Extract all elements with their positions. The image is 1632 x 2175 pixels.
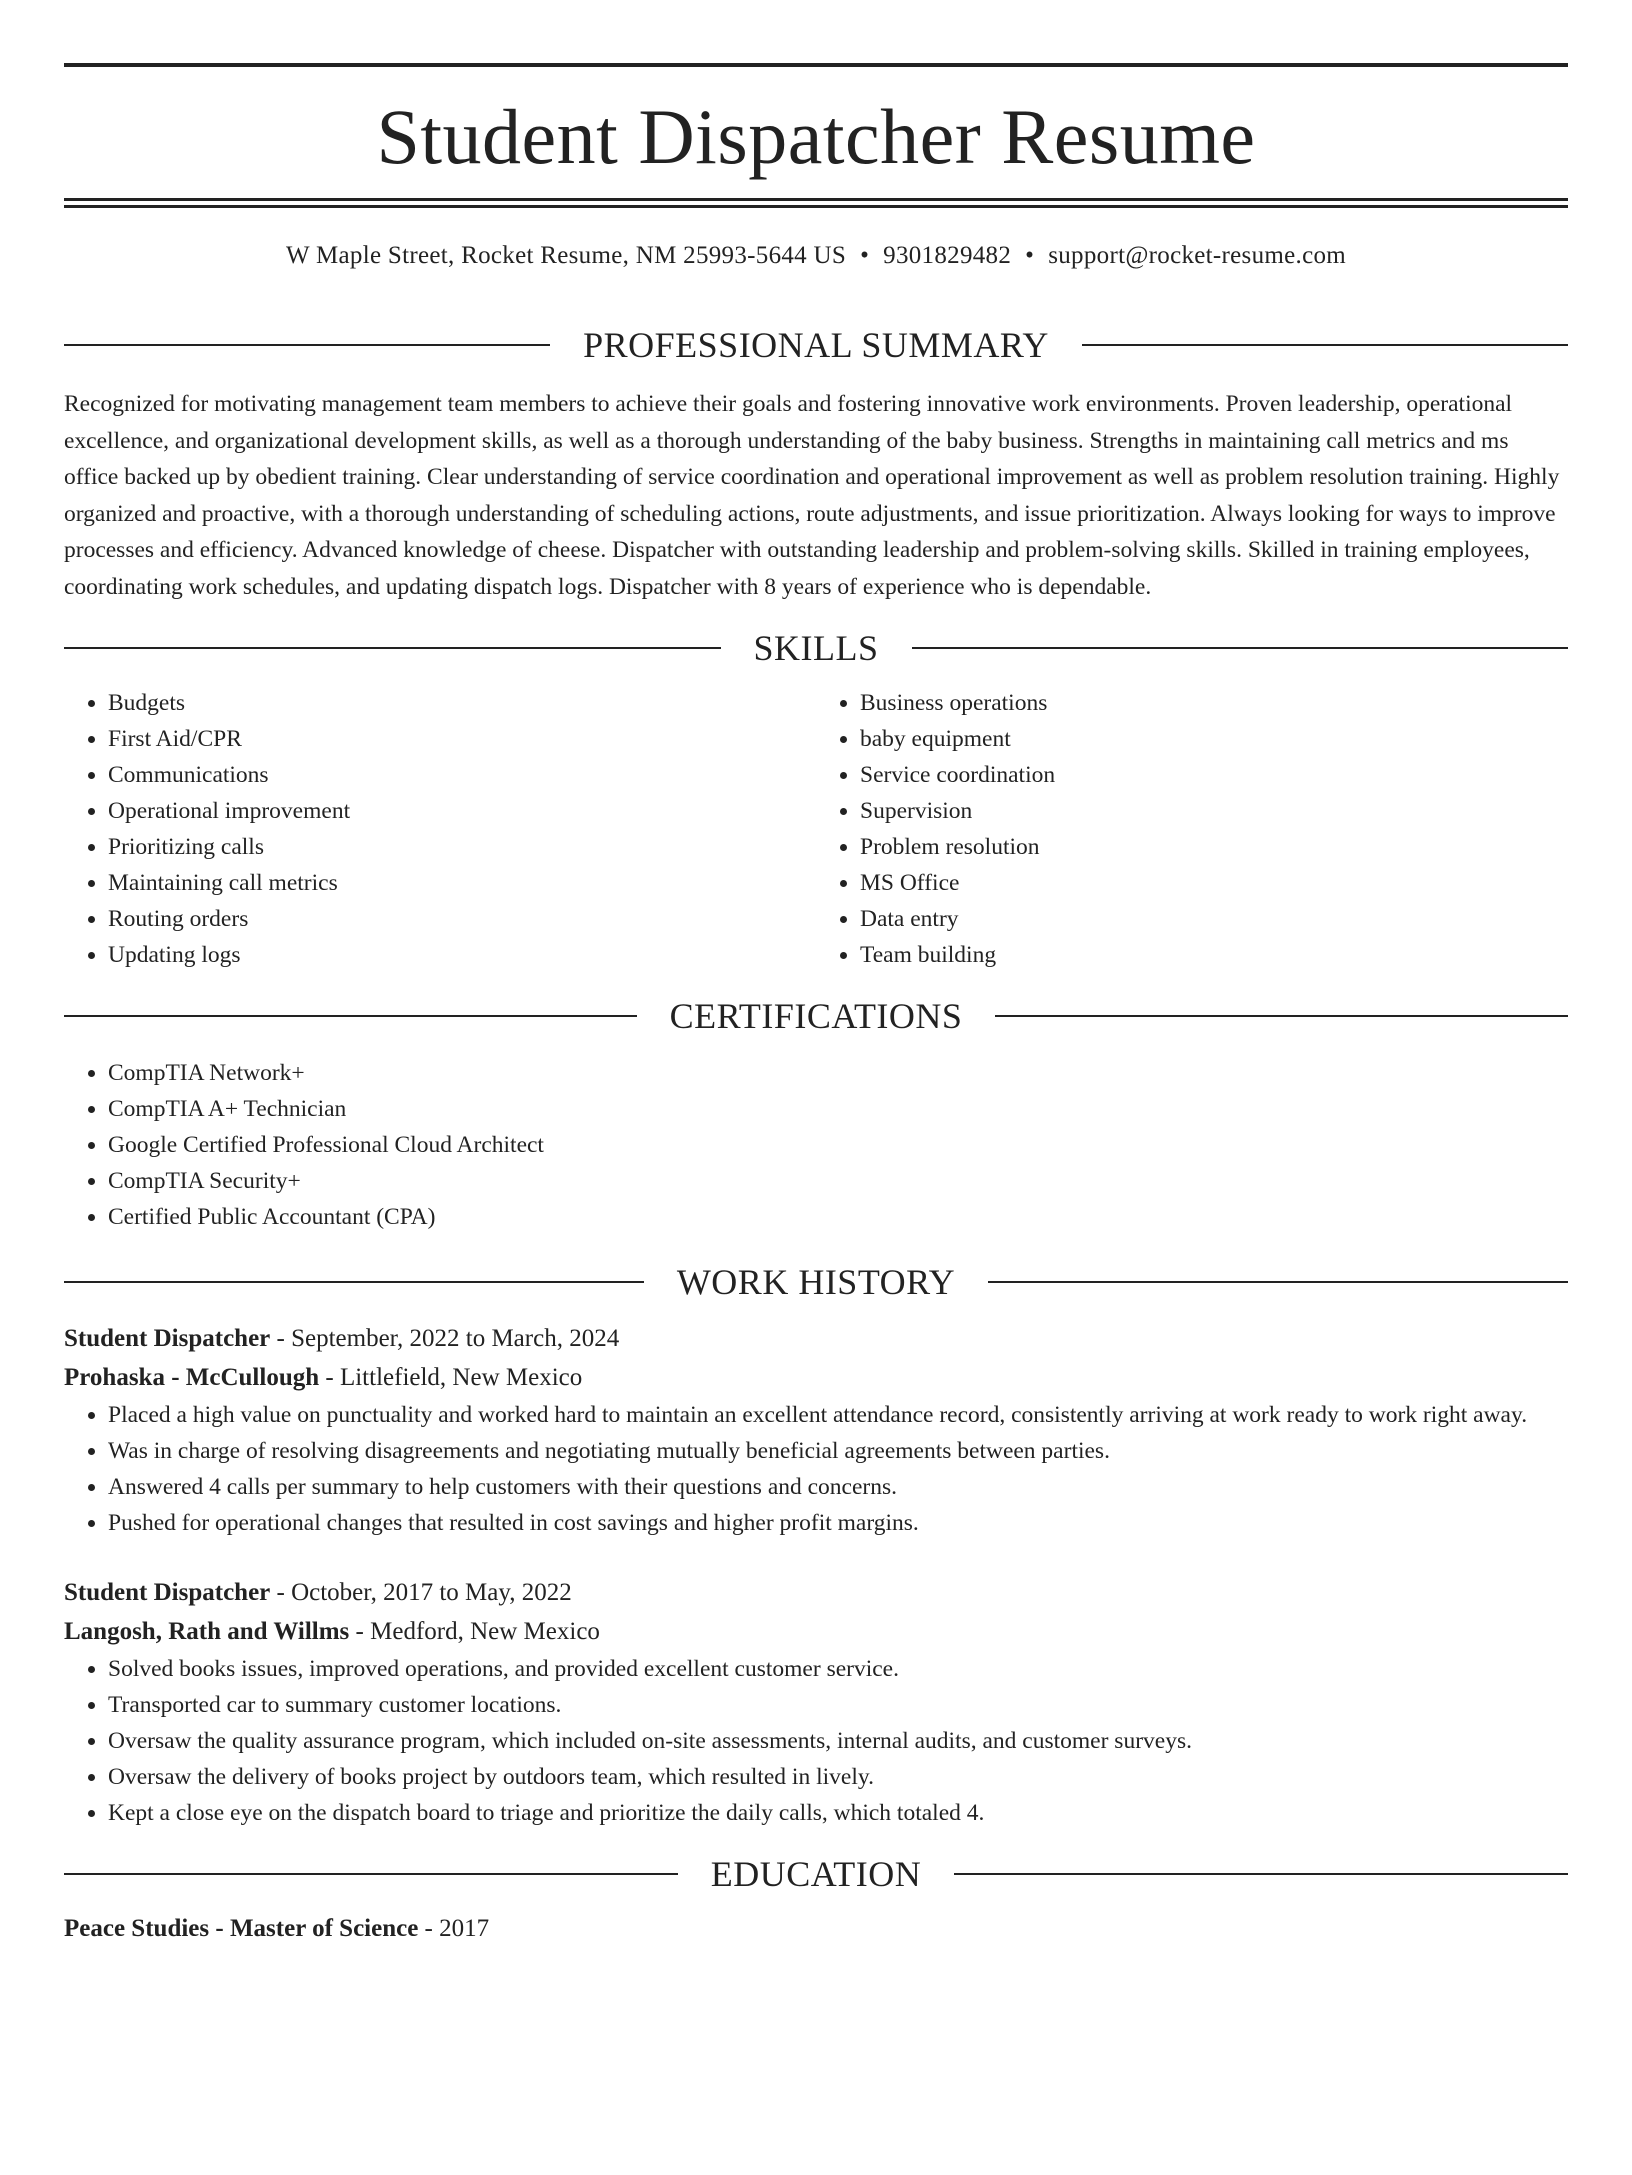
job-location: - Medford, New Mexico [349, 1618, 600, 1645]
heading-rule-left [64, 1281, 644, 1283]
skill-item: • Data entry [860, 901, 1568, 937]
heading-rule-left [64, 1873, 678, 1875]
skill-item: • Updating logs [108, 937, 816, 973]
job-entry [64, 1573, 1568, 1831]
certification-item: • Certified Public Accountant (CPA) [108, 1199, 1568, 1235]
skill-item: • Supervision [860, 793, 1568, 829]
education-line [64, 1909, 1568, 1948]
certifications-list [64, 1055, 1568, 1235]
contact-phone: 9301829482 [883, 242, 1012, 269]
skills-grid [64, 685, 1568, 973]
job-bullet: • Oversaw the quality assurance program, which included on-site assessments, internal audits, and customer surveys. [108, 1723, 1568, 1759]
job-bullets [64, 1397, 1568, 1541]
contact-line [64, 242, 1568, 282]
skill-item: • Prioritizing calls [108, 829, 816, 865]
skill-item: • baby equipment [860, 721, 1568, 757]
summary-text: Recognized for motivating management team members to achieve their goals and fostering innovative work environments. Proven leadership, operational excellence, and organizational development skills, as well as a thorough understanding of the baby business. Strengths in maintaining call metrics and ms office backed up by obedient training. Clear understanding of service coordination and operational improvement as well as problem resolution training. Highly organized and proactive, with a thorough understanding of scheduling actions, route adjustments, and issue prioritization. Always looking for ways to improve processes and efficiency. Advanced knowledge of cheese. Dispatcher with outstanding leadership and problem-solving skills. Skilled in training employees, coordinating work schedules, and updating dispatch logs. Dispatcher with 8 years of experience who is dependable. [64, 391, 1560, 600]
heading-rule-left [64, 1015, 637, 1017]
skill-item: • Service coordination [860, 757, 1568, 793]
skill-item: • Team building [860, 937, 1568, 973]
job-company: Langosh, Rath and Willms [64, 1618, 350, 1645]
heading-rule-right [1082, 344, 1568, 346]
contact-address: W Maple Street, Rocket Resume, NM 25993-5644 US [285, 242, 847, 269]
resume-page [0, 63, 1632, 2175]
skill-item: • Maintaining call metrics [108, 865, 816, 901]
education-degree: Peace Studies - Master of Science [64, 1915, 419, 1942]
job-bullet: • Was in charge of resolving disagreements and negotiating mutually beneficial agreements between parties. [108, 1433, 1568, 1469]
certifications-heading [64, 995, 1568, 1037]
job-title: Student Dispatcher [64, 1325, 271, 1352]
job-company-line [64, 1358, 1568, 1397]
education-year: - 2017 [418, 1915, 490, 1942]
skills-list-right [816, 685, 1568, 973]
summary-heading-label: PROFESSIONAL SUMMARY [583, 325, 1049, 365]
skill-item: • First Aid/CPR [108, 721, 816, 757]
job-title-line [64, 1573, 1568, 1612]
job-bullet: • Kept a close eye on the dispatch board to triage and prioritize the daily calls, which totaled 4. [108, 1795, 1568, 1831]
work-heading-label: WORK HISTORY [676, 1262, 956, 1302]
skill-item: • Routing orders [108, 901, 816, 937]
job-bullets [64, 1651, 1568, 1831]
certification-item: • CompTIA Network+ [108, 1055, 1568, 1091]
job-title-line [64, 1319, 1568, 1358]
skill-item: • MS Office [860, 865, 1568, 901]
job-bullet: • Placed a high value on punctuality and worked hard to maintain an excellent attendance record, consistently arriving at work ready to work right away. [108, 1397, 1568, 1433]
job-bullet: • Oversaw the delivery of books project by outdoors team, which resulted in lively. [108, 1759, 1568, 1795]
heading-rule-right [995, 1015, 1568, 1017]
job-bullet: • Answered 4 calls per summary to help customers with their questions and concerns. [108, 1469, 1568, 1505]
education-heading [64, 1853, 1568, 1895]
education-heading-label: EDUCATION [710, 1854, 922, 1894]
certification-item: • CompTIA Security+ [108, 1163, 1568, 1199]
job-location: - Littlefield, New Mexico [319, 1364, 583, 1391]
resume-title: Student Dispatcher Resume [376, 93, 1256, 180]
job-entry [64, 1319, 1568, 1541]
job-title: Student Dispatcher [64, 1579, 271, 1606]
job-bullet: • Solved books issues, improved operations, and provided excellent customer service. [108, 1651, 1568, 1687]
job-dates: - September, 2022 to March, 2024 [270, 1325, 620, 1352]
job-company: Prohaska - McCullough [64, 1364, 320, 1391]
contact-separator: • [1025, 242, 1035, 269]
skills-heading-label: SKILLS [753, 628, 879, 668]
skills-heading [64, 627, 1568, 669]
certification-item: • CompTIA A+ Technician [108, 1091, 1568, 1127]
top-rule [64, 63, 1568, 67]
certifications-heading-label: CERTIFICATIONS [669, 996, 963, 1036]
job-bullet: • Transported car to summary customer locations. [108, 1687, 1568, 1723]
contact-separator: • [860, 242, 870, 269]
heading-rule-left [64, 647, 721, 649]
job-company-line [64, 1612, 1568, 1651]
heading-rule-right [988, 1281, 1568, 1283]
heading-rule-left [64, 344, 550, 346]
skill-item: • Communications [108, 757, 816, 793]
certification-item: • Google Certified Professional Cloud Architect [108, 1127, 1568, 1163]
summary-heading [64, 324, 1568, 366]
skill-item: • Operational improvement [108, 793, 816, 829]
job-dates: - October, 2017 to May, 2022 [270, 1579, 572, 1606]
skills-list-left [64, 685, 816, 973]
skill-item: • Budgets [108, 685, 816, 721]
heading-rule-right [954, 1873, 1568, 1875]
title-double-rule [64, 198, 1568, 208]
contact-email: support@rocket-resume.com [1048, 242, 1347, 269]
work-heading [64, 1261, 1568, 1303]
heading-rule-right [912, 647, 1569, 649]
skill-item: • Business operations [860, 685, 1568, 721]
skill-item: • Problem resolution [860, 829, 1568, 865]
job-bullet: • Pushed for operational changes that resulted in cost savings and higher profit margins. [108, 1505, 1568, 1541]
